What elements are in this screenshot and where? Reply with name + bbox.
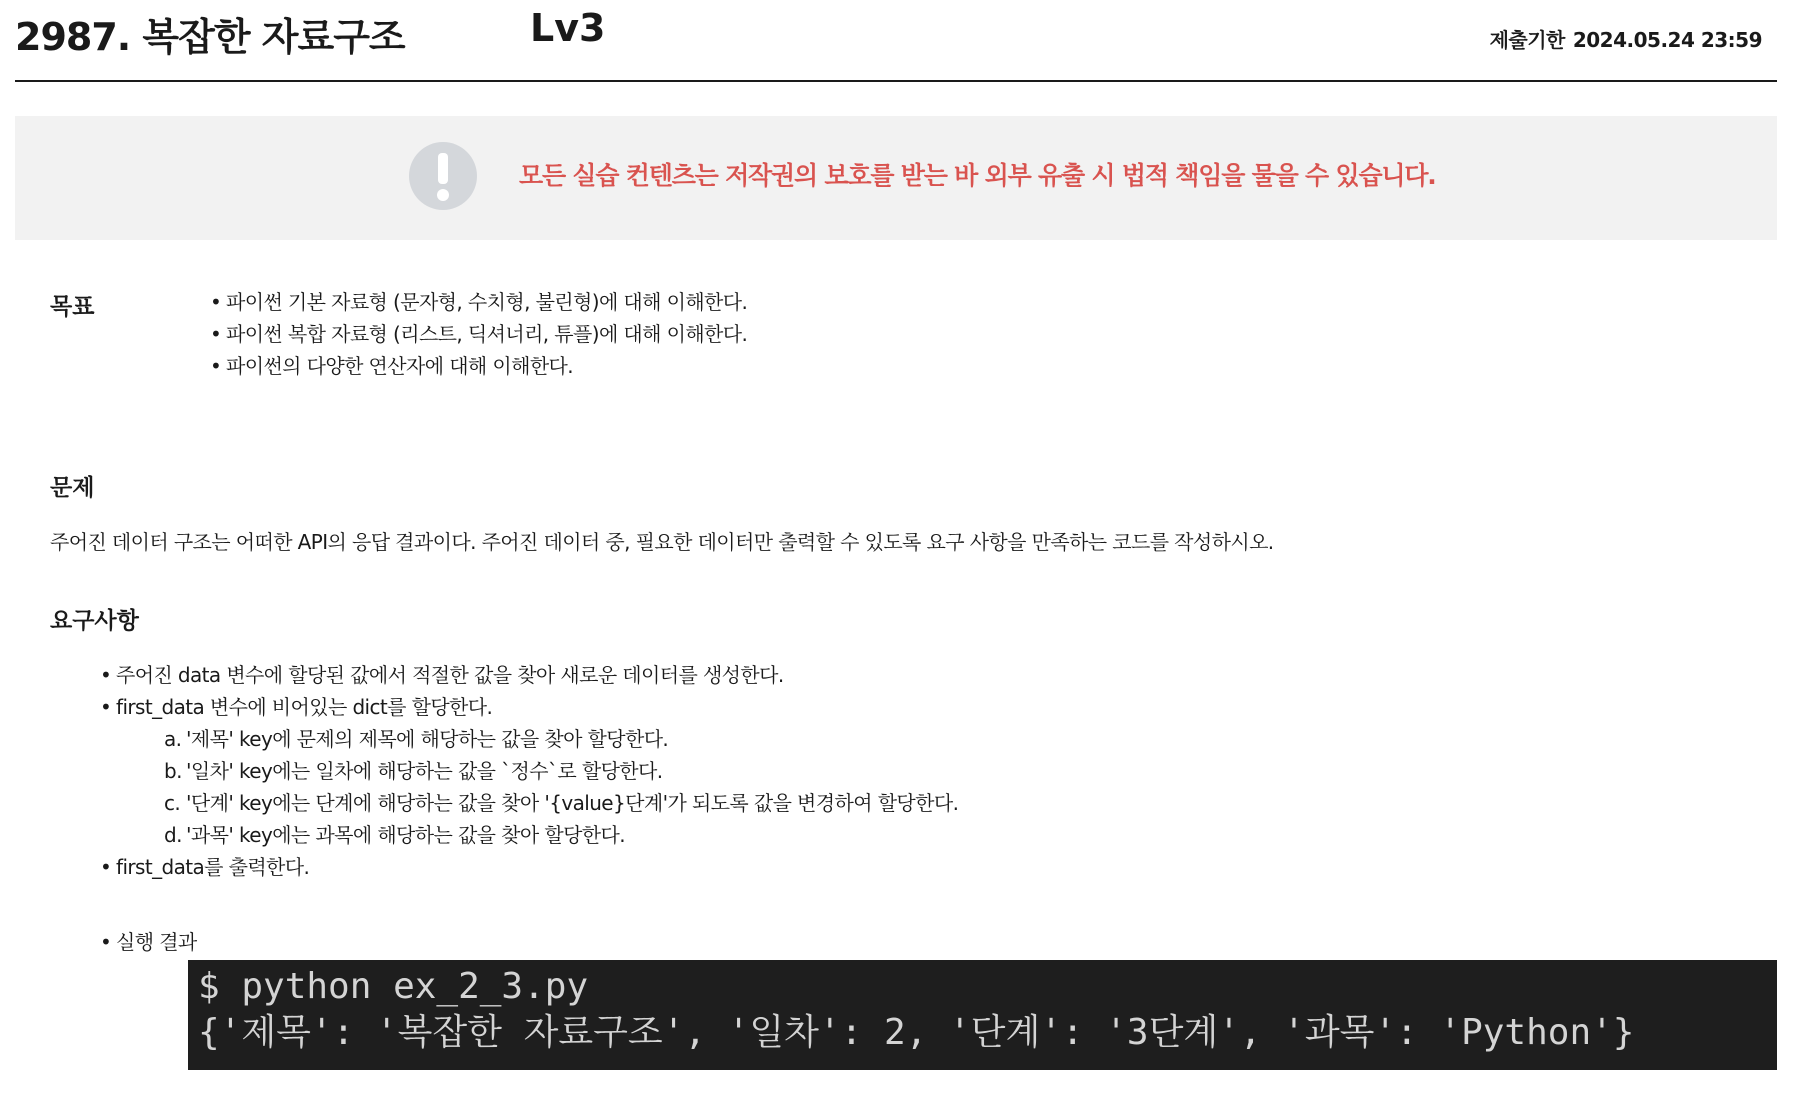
problem-label: 문제 <box>50 475 95 501</box>
problem-description: 주어진 데이터 구조는 어떠한 API의 응답 결과이다. 주어진 데이터 중, 필요한 데이터만 출력할 수 있도록 요구 사항을 만족하는 코드를 작성하시오. <box>50 530 1274 554</box>
deadline <box>1490 24 1762 53</box>
problem-title: 2987. 복잡한 자료구조 <box>15 15 405 59</box>
requirement-subitem <box>100 755 958 787</box>
goal-item: • 파이썬 복합 자료형 (리스트, 딕셔너리, 튜플)에 대해 이해한다. <box>210 318 747 350</box>
terminal-output <box>188 960 1777 1070</box>
notice-text: 모든 실습 컨텐츠는 저작권의 보호를 받는 바 외부 유출 시 법적 책임을 물을 수 있습니다. <box>519 161 1436 190</box>
requirement-item: • first_data를 출력한다. <box>100 851 958 883</box>
requirement-item: • 주어진 data 변수에 할당된 값에서 적절한 값을 찾아 새로운 데이터를 생성한다. <box>100 659 958 691</box>
goals-label: 목표 <box>50 294 95 320</box>
page-header <box>15 0 1777 82</box>
terminal-command: $ python ex_2_3.py <box>198 966 589 1007</box>
goals-list <box>210 286 747 382</box>
requirements-label: 요구사항 <box>50 608 139 634</box>
requirement-subitem <box>100 723 958 755</box>
requirements-list <box>100 659 958 883</box>
terminal-result: {'제목': '복잡한 자료구조', '일차': 2, '단계': '3단계', '과목': 'Python'} <box>198 1012 1635 1053</box>
subitem-text: '과목' key에는 과목에 해당하는 값을 찾아 할당한다. <box>186 823 625 847</box>
requirement-subitem <box>100 787 958 819</box>
subitem-marker: b. <box>164 759 182 783</box>
goal-item: • 파이썬의 다양한 연산자에 대해 이해한다. <box>210 350 747 382</box>
subitem-text: '제목' key에 문제의 제목에 해당하는 값을 찾아 할당한다. <box>186 727 669 751</box>
requirement-item: • first_data 변수에 비어있는 dict를 할당한다. <box>100 691 958 723</box>
exclamation-circle-icon <box>407 140 479 216</box>
goal-item: • 파이썬 기본 자료형 (문자형, 수치형, 불린형)에 대해 이해한다. <box>210 286 747 318</box>
deadline-value: 2024.05.24 23:59 <box>1572 28 1762 52</box>
subitem-text: '단계' key에는 단계에 해당하는 값을 찾아 '{value}단계'가 되도록 값을 변경하여 할당한다. <box>186 791 959 815</box>
level-badge: Lv3 <box>530 6 606 50</box>
requirement-subitem <box>100 819 958 851</box>
subitem-marker: d. <box>164 823 182 847</box>
subitem-marker: c. <box>164 791 181 815</box>
copyright-notice <box>15 116 1777 240</box>
subitem-marker: a. <box>164 727 182 751</box>
subitem-text: '일차' key에는 일차에 해당하는 값을 `정수`로 할당한다. <box>186 759 663 783</box>
deadline-label: 제출기한 <box>1489 28 1565 52</box>
result-label: • 실행 결과 <box>100 926 197 955</box>
